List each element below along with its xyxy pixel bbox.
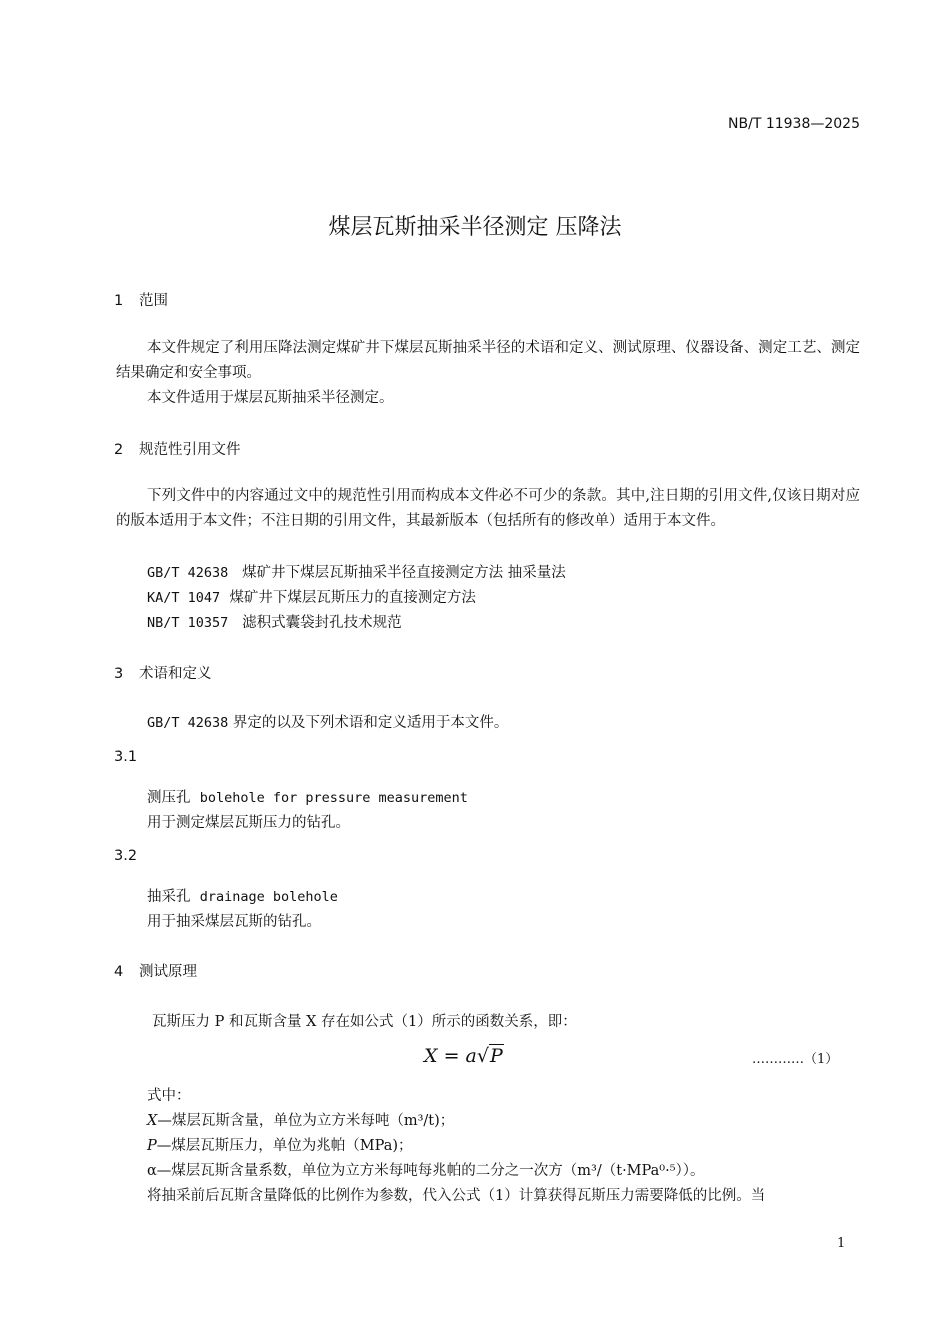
page-number: 1 [837, 1236, 846, 1251]
reference-code: NB/T 10357 [147, 615, 229, 631]
term-zh: 抽采孔 [147, 889, 191, 905]
section-number: 3 [114, 666, 124, 682]
variable-symbol: X [147, 1113, 158, 1129]
section-1-heading [114, 289, 168, 310]
reference-title: 煤矿井下煤层瓦斯压力的直接测定方法 [229, 590, 476, 606]
section-3-intro [147, 711, 508, 732]
reference-title: 滤积式囊袋封孔技术规范 [242, 615, 402, 631]
where-label: 式中： [147, 1088, 191, 1104]
standard-number: NB/T 11938—2025 [728, 116, 860, 132]
term-entry [147, 885, 338, 906]
variable-text: —煤层瓦斯含量，单位为立方米每吨（m³/t)； [157, 1113, 455, 1129]
reference-item [147, 561, 566, 582]
section-2-paragraph: 下列文件中的内容通过文中的规范性引用而构成本文件必不可少的条款。其中,注日期的引用文件,仅该日期对应的版本适用于本文件；不注日期的引用文件，其最新版本（包括所有的修改单）适用于本文件。 [116, 488, 860, 529]
formula-lhs: X [424, 1045, 438, 1067]
section-title: 术语和定义 [139, 666, 212, 682]
section-4-paragraph: 将抽采前后瓦斯含量降低的比例作为参数，代入公式（1）计算获得瓦斯压力需要降低的比例。当 [147, 1188, 766, 1204]
section-title: 范围 [139, 293, 168, 309]
intro-text: 界定的以及下列术语和定义适用于本文件。 [232, 715, 509, 731]
reference-code: KA/T 1047 [147, 590, 221, 606]
section-title: 测试原理 [139, 964, 197, 980]
reference-title: 煤矿井下煤层瓦斯抽采半径直接测定方法 抽采量法 [242, 565, 566, 581]
section-3-heading [114, 662, 212, 683]
section-number: 4 [114, 964, 124, 980]
section-title: 规范性引用文件 [139, 442, 241, 458]
reference-code: GB/T 42638 [147, 565, 229, 581]
variable-text: —煤层瓦斯含量系数，单位为立方米每吨每兆帕的二分之一次方（m³/（t·MPa⁰·⁵））。 [156, 1163, 705, 1179]
section-2-heading [114, 438, 241, 459]
radical-sign: √ [476, 1045, 489, 1067]
term-zh: 测压孔 [147, 790, 191, 806]
section-1-paragraph-2: 本文件适用于煤层瓦斯抽采半径测定。 [147, 390, 394, 406]
formula-coefficient: a [465, 1045, 477, 1067]
term-number: 3.1 [114, 749, 138, 765]
section-1-paragraph-1: 本文件规定了利用压降法测定煤矿井下煤层瓦斯抽采半径的术语和定义、测试原理、仪器设备、测定工艺、测定结果确定和安全事项。 [116, 340, 860, 381]
equation-number: …………（1） [752, 1052, 839, 1067]
variable-text: —煤层瓦斯压力，单位为兆帕（MPa)； [156, 1138, 413, 1154]
variable-symbol: P [147, 1138, 157, 1154]
section-4-intro: 瓦斯压力 P 和瓦斯含量 X 存在如公式（1）所示的函数关系，即： [152, 1014, 577, 1030]
variable-definition [147, 1134, 413, 1155]
document-title: 煤层瓦斯抽采半径测定 压降法 [328, 215, 622, 240]
term-definition: 用于测定煤层瓦斯压力的钻孔。 [147, 815, 350, 831]
term-definition: 用于抽采煤层瓦斯的钻孔。 [147, 914, 321, 930]
term-number: 3.2 [114, 848, 138, 864]
term-en: drainage bolehole [199, 889, 338, 905]
reference-item [147, 611, 402, 632]
reference-code: GB/T 42638 [147, 715, 229, 731]
term-en: bolehole for pressure measurement [199, 790, 468, 806]
formula-1 [424, 1045, 504, 1067]
formula-equals: = [443, 1045, 460, 1067]
formula-argument: P [489, 1045, 503, 1067]
term-entry [147, 786, 468, 807]
variable-definition [147, 1109, 454, 1130]
variable-definition [147, 1159, 705, 1180]
section-number: 2 [114, 442, 124, 458]
variable-symbol: α [147, 1163, 157, 1179]
reference-item [147, 586, 476, 607]
section-number: 1 [114, 293, 124, 309]
section-4-heading [114, 960, 197, 981]
